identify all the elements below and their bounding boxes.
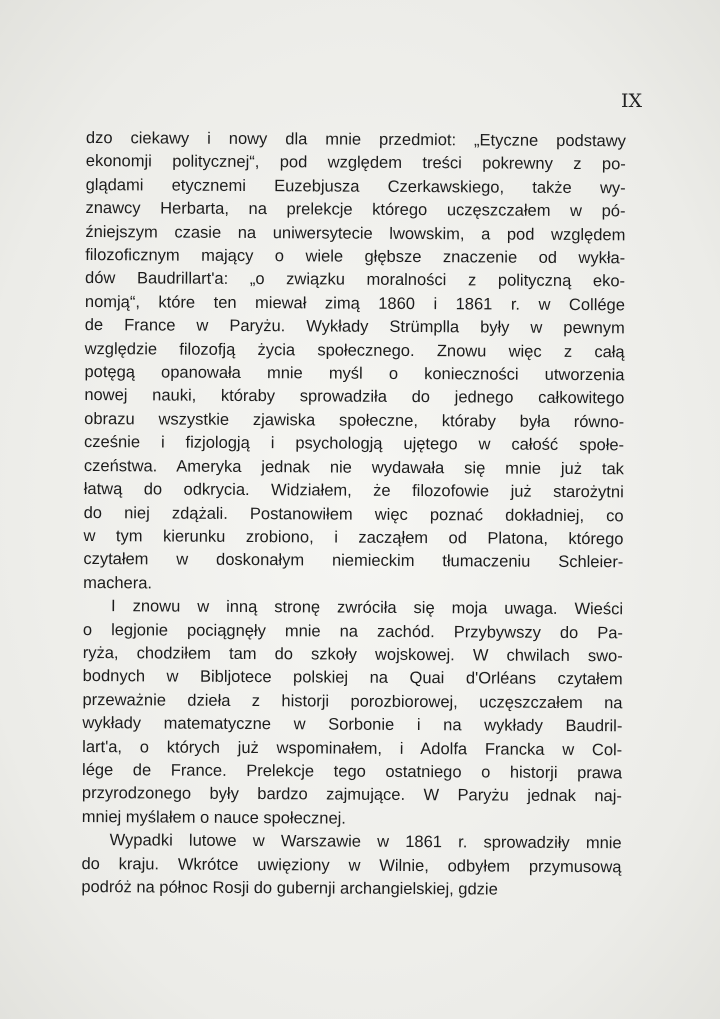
- text-line: mniej myślałem o nauce społecznej.: [81, 807, 346, 828]
- text-line: potęgą opanowała mnie myśl o konieczności utworzenia: [84, 363, 625, 385]
- text-line: dzo ciekawy i nowy dla mnie przedmiot: „Etyczne podstawy: [85, 128, 626, 151]
- text-line: wykłady matematyczne w Sorbonie i na wykłady Baudril-: [82, 714, 623, 736]
- text-line: glądami etycznemi Euzebjusza Czerkawskiego, także wy-: [85, 175, 626, 198]
- text-line: filozoficznym mający o wiele głębsze znaczenie od wykła-: [85, 246, 626, 268]
- paragraph: [83, 127, 626, 598]
- text-line: ekonomji politycznej“, pod względem treści pokrewny z po-: [85, 152, 626, 174]
- text-line: podróż na północ Rosji do gubernji archangielskiej, gdzie: [81, 877, 498, 899]
- text-line: bodnych w Bibljotece polskiej na Quai d'Orléans czytałem: [82, 667, 623, 689]
- text-line: nowej nauki, któraby sprowadziła do jednego całkowitego: [84, 386, 625, 408]
- text-line: znawcy Herbarta, na prelekcje którego uczęszczałem w pó-: [85, 199, 626, 221]
- paragraph: [81, 829, 621, 903]
- text-line: de France w Paryżu. Wykłady Strümplla były w pewnym: [84, 316, 625, 338]
- text-line: lége de France. Prelekcje tego ostatniego o historji prawa: [82, 760, 623, 783]
- text-line: przeważnie dzieła z historji porozbiorowej, uczęszczałem na: [82, 690, 623, 713]
- text-line: czeństwa. Ameryka jednak nie wydawała się mnie już tak: [83, 456, 624, 478]
- text-line: I znowu w inną stronę zwróciła się moja uwaga. Wieści: [111, 597, 624, 619]
- text-line: względzie filozofją życia społecznego. Znowu więc z całą: [84, 339, 625, 361]
- text-line: czytałem w doskonałym niemieckim tłumaczeniu Schleier-: [83, 550, 624, 572]
- text-line: nomją“, które ten miewał zimą 1860 i 1861 r. w Collége: [84, 292, 625, 315]
- text-line: cześnie i fizjologją i psychologją ujętego w całość społe-: [84, 433, 625, 455]
- text-line: łatwą do odkrycia. Widziałem, że filozofowie już starożytni: [83, 480, 624, 502]
- text-line: lart'a, o których już wspominałem, i Adolfa Francka w Col-: [82, 737, 623, 759]
- body-text: [81, 127, 626, 903]
- text-line: źniejszym czasie na uniwersytecie lwowskim, a pod względem: [85, 222, 626, 244]
- text-line: o legjonie pociągnęły mnie na zachód. Przybywszy do Pa-: [82, 620, 623, 642]
- text-line: w tym kierunku zrobiono, i zacząłem od Platona, którego: [83, 526, 624, 549]
- text-line: machera.: [83, 573, 153, 593]
- text-line: Wypadki lutowe w Warszawie w 1861 r. sprowadziły mnie: [109, 831, 622, 853]
- page-number: IX: [620, 90, 642, 112]
- text-line: dów Baudrillart'a: „o związku moralności z polityczną eko-: [85, 269, 626, 291]
- text-line: przyrodzonego były bardzo zajmujące. W Paryżu jednak naj-: [81, 784, 622, 806]
- text-line: do niej zdążali. Postanowiłem więc poznać dokładniej, co: [83, 503, 624, 525]
- paragraph: [82, 595, 623, 832]
- text-line: ryża, chodziłem tam do szkoły wojskowej. W chwilach swo-: [82, 643, 623, 666]
- text-line: do kraju. Wkrótce uwięziony w Wilnie, odbyłem przymusową: [81, 854, 622, 876]
- text-line: obrazu wszystkie zjawiska społeczne, któraby była równo-: [84, 409, 625, 432]
